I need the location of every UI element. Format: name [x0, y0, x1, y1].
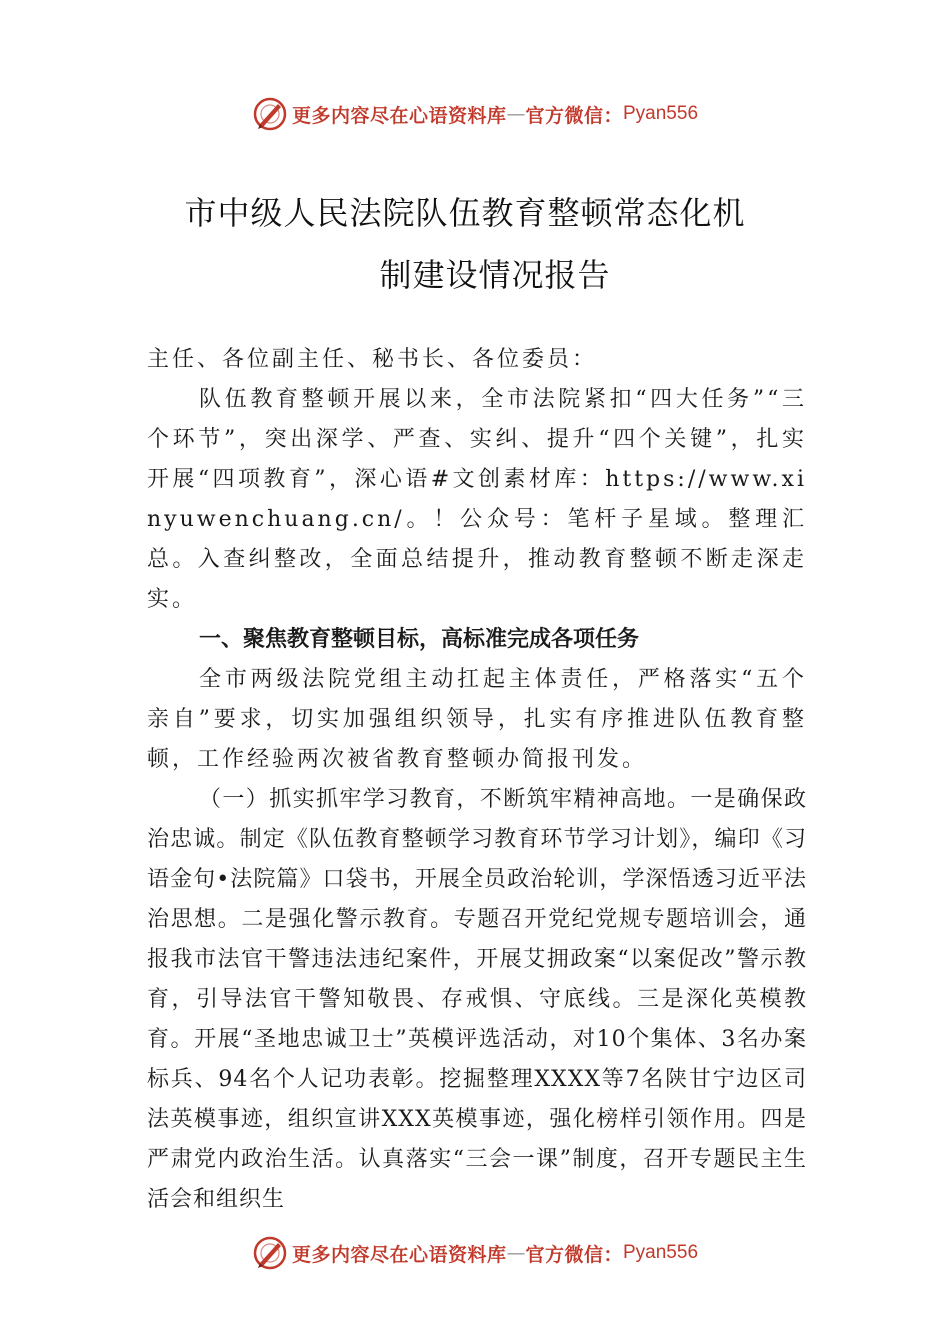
- pen-circle-icon: [252, 1235, 288, 1271]
- banner-separator: —: [506, 1242, 526, 1264]
- footer-watermark-banner: [0, 1233, 950, 1273]
- subsection1-paragraph: （一）抓实抓牢学习教育，不断筑牢精神高地。一是确保政治忠诚。制定《队伍教育整顿学习教育环节学习计划》，编印《习语金句•法院篇》口袋书，开展全员政治轮训，学深悟透习近平法治思想。二是强化警示教育。专题召开党纪党规专题培训会，通报我市法官干警违法违纪案件，开展艾拥政案“以案促改”警示教育，引导法官干警知敬畏、存戒惧、守底线。三是深化英模教育。开展“圣地忠诚卫士”英模评选活动，对10个集体、3名办案标兵、94名个人记功表彰。挖掘整理XXXX等7名陕甘宁边区司法英模事迹，组织宣讲XXX英模事迹，强化榜样引领作用。四是严肃党内政治生活。认真落实“三会一课”制度，召开专题民主生活会和组织生: [147, 787, 807, 1212]
- banner-separator: —: [506, 103, 526, 125]
- document-title-line1: 市中级人民法院队伍教育整顿常态化机: [184, 194, 746, 232]
- header-watermark-banner: [0, 94, 950, 134]
- document-title-line2: 制建设情况报告: [379, 256, 611, 294]
- salutation: 主任、各位副主任、秘书长、各位委员：: [147, 347, 598, 372]
- banner-wechat-id: Pyan556: [623, 1242, 699, 1263]
- banner-text: 更多内容尽在心语资料库: [291, 1243, 507, 1266]
- section1-paragraph: 全市两级法院党组主动扛起主体责任，严格落实“五个亲自”要求，切实加强组织领导，扎实有序推进队伍教育整顿，工作经验两次被省教育整顿办简报刊发。: [147, 667, 807, 772]
- banner-official-label: 官方微信：: [525, 104, 623, 127]
- intro-paragraph: 队伍教育整顿开展以来，全市法院紧扣“四大任务”“三个环节”，突出深学、严查、实纠、提升“四个关键”，扎实开展“四项教育”，深心语#文创素材库：https://www.xinyuwenchuang.cn/。！公众号：笔杆子星域。整理汇总。入查纠整改，全面总结提升，推动教育整顿不断走深走实。: [147, 387, 807, 612]
- banner-text: 更多内容尽在心语资料库: [291, 104, 507, 127]
- pen-circle-icon: [252, 96, 288, 132]
- banner-wechat-id: Pyan556: [623, 103, 699, 124]
- banner-official-label: 官方微信：: [525, 1243, 623, 1266]
- section1-heading: 一、聚焦教育整顿目标，高标准完成各项任务: [199, 627, 640, 652]
- document-body: [147, 340, 807, 1220]
